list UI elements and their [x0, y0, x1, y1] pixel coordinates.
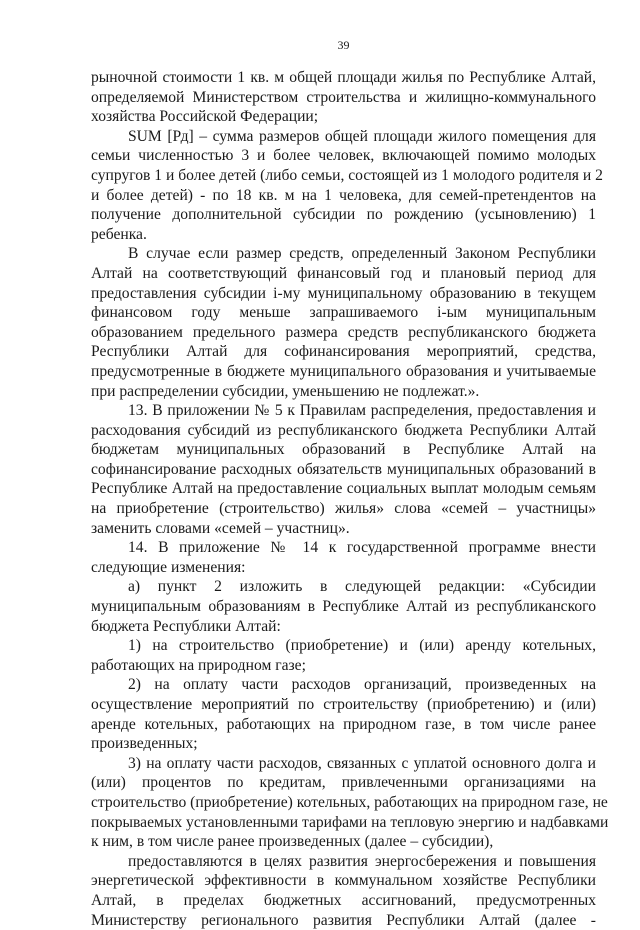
- text-line: семьи численностью 3 и более человек, включающей помимо молодых: [91, 147, 596, 165]
- text-line: Министерству регионального развития Республики Алтай (далее -: [91, 911, 596, 929]
- text-line: получение дополнительной субсидии по рождению (усыновлению) 1: [91, 206, 596, 224]
- text-line: 2) на оплату части расходов организаций, произведенных на: [128, 676, 596, 694]
- text-line: заменить словами «семей – участниц».: [91, 519, 350, 537]
- text-line: к ним, в том числе ранее произведенных (далее – субсидии),: [91, 833, 494, 851]
- text-line: а) пункт 2 изложить в следующей редакции: «Субсидии: [128, 578, 596, 596]
- text-line: предоставления субсидии i-му муниципальному образованию в текущем: [91, 284, 596, 302]
- text-line: предусмотренные в бюджете муниципального образования и учитываемые: [91, 362, 596, 380]
- text-line: осуществление мероприятий по строительству (приобретению) и (или): [91, 696, 596, 713]
- text-line: 1) на строительство (приобретение) и (или) аренду котельных,: [128, 637, 596, 655]
- text-line: SUM [Рд] – сумма размеров общей площади жилого помещения для: [128, 127, 596, 145]
- text-line: Алтай, в пределах бюджетных ассигнований, предусмотренных: [91, 891, 596, 909]
- text-line: на приобретение (строительство) жилья» слова «семей – участницы»: [91, 500, 596, 518]
- text-line: Алтай на соответствующий финансовый год и плановый период для: [91, 264, 596, 282]
- text-line: Республики Алтай для софинансирования мероприятий, средства,: [91, 343, 596, 361]
- text-line: и более детей) - по 18 кв. м на 1 человека, для семей-претендентов на: [91, 186, 596, 204]
- text-line: произведенных;: [91, 735, 198, 753]
- text-line: покрываемых установленными тарифами на тепловую энергию и надбавками: [91, 813, 609, 831]
- text-line: финансовом году меньше запрашиваемого i-ым муниципальным: [91, 304, 596, 322]
- text-line: определяемой Министерством строительства и жилищно-коммунального: [91, 88, 596, 106]
- text-line: образованием предельного размера средств республиканского бюджета: [91, 323, 596, 341]
- document-body: [91, 68, 609, 930]
- text-line: при распределении субсидии, уменьшению не подлежат.».: [91, 382, 480, 400]
- text-line: 3) на оплату части расходов, связанных с уплатой основного долга и: [128, 754, 596, 772]
- text-line: рыночной стоимости 1 кв. м общей площади жилья по Республике Алтай,: [91, 69, 596, 86]
- text-line: В случае если размер средств, определенный Законом Республики: [128, 245, 596, 263]
- text-line: Республике Алтай на предоставление социальных выплат молодым семьям: [91, 480, 596, 498]
- text-line: следующие изменения:: [91, 558, 246, 576]
- text-line: ребенка.: [91, 225, 147, 243]
- text-line: супругов 1 и более детей (либо семьи, состоящей из 1 молодого родителя и 2: [91, 166, 603, 184]
- text-line: работающих на природном газе;: [91, 656, 306, 674]
- text-line: 13. В приложении № 5 к Правилам распределения, предоставления и: [128, 402, 596, 420]
- text-line: расходования субсидий из республиканского бюджета Республики Алтай: [91, 421, 596, 439]
- text-line: энергетической эффективности в коммунальном хозяйстве Республики: [91, 872, 596, 890]
- page-number: 39: [337, 38, 350, 52]
- text-line: муниципальным образованиям в Республике Алтай из республиканского: [91, 598, 596, 616]
- text-line: 14. В приложение № 14 к государственной программе внести: [128, 539, 596, 557]
- text-line: аренде котельных, работающих на природном газе, в том числе ранее: [91, 715, 596, 733]
- text-line: бюджета Республики Алтай:: [91, 617, 281, 635]
- text-line: бюджетам муниципальных образований в Республике Алтай на: [91, 441, 596, 459]
- text-line: (или) процентов по кредитам, привлеченными организациями на: [91, 774, 596, 792]
- text-line: строительство (приобретение) котельных, работающих на природном газе, не: [91, 793, 608, 811]
- text-line: предоставляются в целях развития энергосбережения и повышения: [128, 852, 596, 870]
- text-line: софинансирование расходных обязательств муниципальных образований в: [91, 460, 596, 478]
- text-line: хозяйства Российской Федерации;: [91, 108, 319, 126]
